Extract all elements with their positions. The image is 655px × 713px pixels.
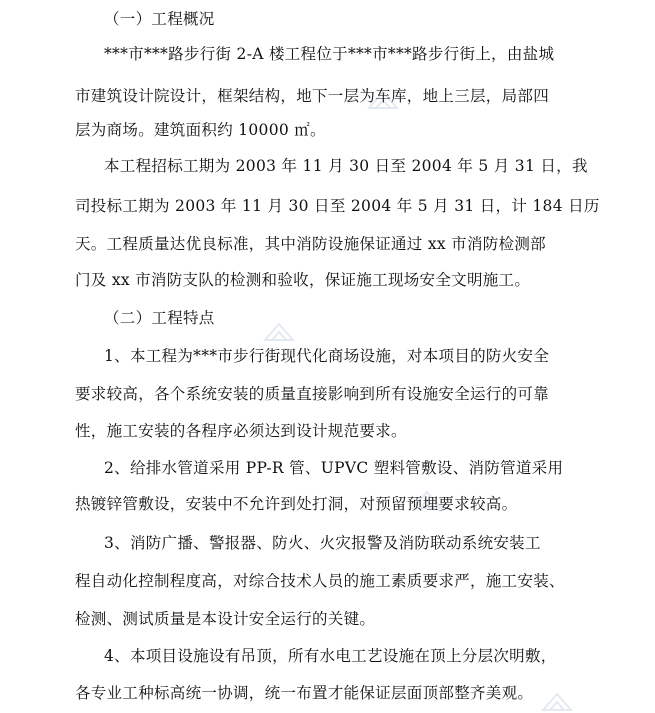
section-heading-features: （二）工程特点 xyxy=(104,309,215,327)
paragraph-line: 程自动化控制程度高，对综合技术人员的施工素质要求严，施工安装、 xyxy=(75,572,565,590)
paragraph-line: 要求较高，各个系统安装的质量直接影响到所有设施安全运行的可靠 xyxy=(75,385,550,403)
paragraph-line: 门及 xx 市消防支队的检测和验收，保证施工现场安全文明施工。 xyxy=(75,271,531,289)
section-heading-overview: （一）工程概况 xyxy=(104,10,215,28)
paragraph-line: 各专业工种标高统一协调，统一布置才能保证层面顶部整齐美观。 xyxy=(75,684,534,702)
paragraph-line: 市建筑设计院设计，框架结构，地下一层为车库，地上三层，局部四 xyxy=(75,87,550,105)
paragraph-line: 层为商场。建筑面积约 10000 ㎡。 xyxy=(75,121,326,139)
paragraph-line: 2、给排水管道采用 PP-R 管、UPVC 塑料管敷设、消防管道采用 xyxy=(104,459,564,477)
paragraph-line: 司投标工期为 2003 年 11 月 30 日至 2004 年 5 月 31 日，计 184 日历 xyxy=(75,197,600,215)
paragraph-line: 性，施工安装的各程序必须达到设计规范要求。 xyxy=(75,422,407,440)
paragraph-line: 热镀锌管敷设，安装中不允许到处打洞，对预留预埋要求较高。 xyxy=(75,495,518,513)
paragraph-line: ***市***路步行街 2-A 楼工程位于***市***路步行街上，由盐城 xyxy=(104,45,555,63)
paragraph-line: 本工程招标工期为 2003 年 11 月 30 日至 2004 年 5 月 31 日，我 xyxy=(104,157,588,175)
paragraph-line: 1、本工程为***市步行街现代化商场设施，对本项目的防火安全 xyxy=(104,347,550,365)
paragraph-line: 天。工程质量达优良标准，其中消防设施保证通过 xx 市消防检测部 xyxy=(75,235,546,253)
paragraph-line: 3、消防广播、警报器、防火、火灾报警及消防联动系统安装工 xyxy=(104,534,541,552)
paragraph-line: 检测、测试质量是本设计安全运行的关键。 xyxy=(75,610,376,628)
paragraph-line: 4、本项目设施设有吊顶，所有水电工艺设施在顶上分层次明敷， xyxy=(104,647,557,665)
